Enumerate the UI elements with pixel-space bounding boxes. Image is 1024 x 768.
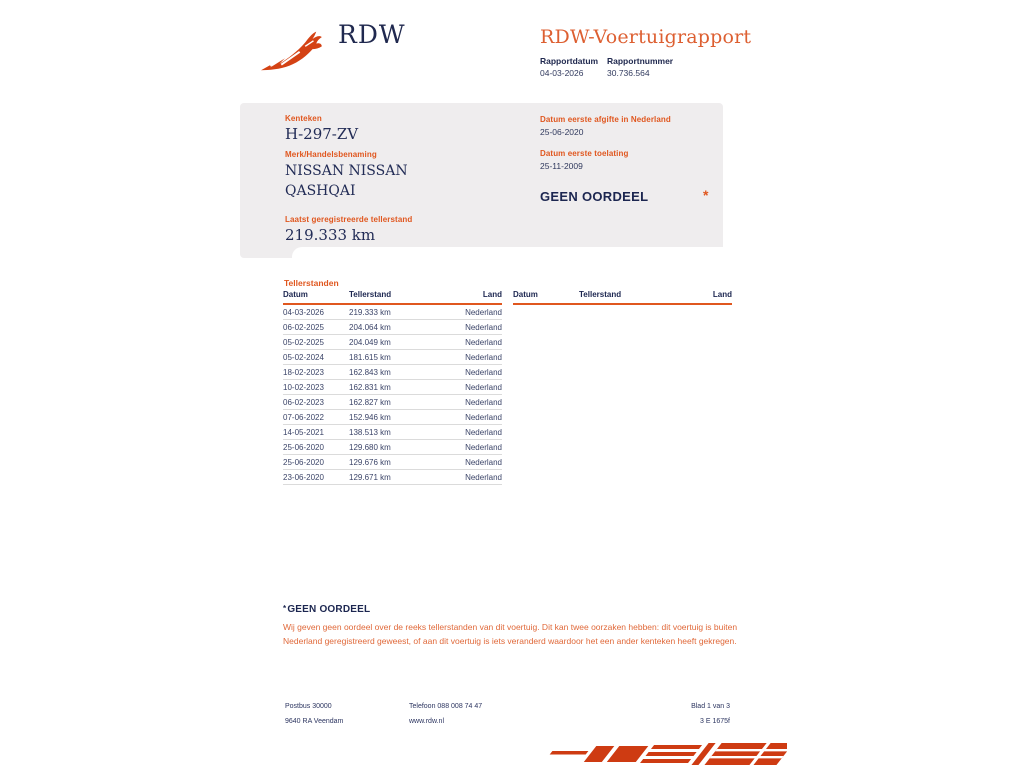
cell-date: 04-03-2026 xyxy=(283,307,324,317)
toelating-value: 25-11-2009 xyxy=(540,161,583,171)
table-row xyxy=(283,380,502,395)
table-row xyxy=(283,440,502,455)
cell-value: 162.831 km xyxy=(349,382,391,392)
tellerstanden-section-title: Tellerstanden xyxy=(284,278,339,288)
cell-value: 129.680 km xyxy=(349,442,391,452)
cell-value: 138.513 km xyxy=(349,427,391,437)
oordeel-status: GEEN OORDEEL xyxy=(540,189,649,204)
tellerstanden-table-left xyxy=(283,290,502,485)
footer-phone: Telefoon 088 008 74 47 xyxy=(409,703,483,710)
cell-value: 181.615 km xyxy=(349,352,391,362)
table-row xyxy=(283,410,502,425)
afgifte-value: 25-06-2020 xyxy=(540,127,584,137)
tellerstanden-table-right xyxy=(513,290,732,305)
cell-date: 23-06-2020 xyxy=(283,472,324,482)
tellerstand-value: 219.333 km xyxy=(285,226,376,244)
table-row xyxy=(283,470,502,485)
geen-oordeel-footnote xyxy=(283,604,739,648)
footnote-text: Wij geven geen oordeel over de reeks tellerstanden van dit voertuig. Dit kan twee oorzaken hebben: dit voertuig is buiten Nederland geregistreerd geweest, of aan dit voertuig is iets veranderd waardoor het een ander kenteken heeft gekregen. xyxy=(283,622,738,646)
cell-date: 05-02-2025 xyxy=(283,337,324,347)
footer-address-line2: 9640 RA Veendam xyxy=(285,718,344,725)
col-header-datum: Datum xyxy=(283,290,308,299)
cell-country: Nederland xyxy=(465,307,502,317)
cell-value: 152.946 km xyxy=(349,412,391,422)
cell-country: Nederland xyxy=(465,427,502,437)
cell-date: 10-02-2023 xyxy=(283,382,324,392)
footer-page-number: Blad 1 van 3 xyxy=(691,703,730,710)
vehicle-summary-box xyxy=(240,103,723,258)
table-row xyxy=(283,320,502,335)
cell-value: 162.827 km xyxy=(349,397,391,407)
summary-box-notch xyxy=(292,247,723,258)
cell-country: Nederland xyxy=(465,352,502,362)
table-header xyxy=(283,290,502,305)
table-body xyxy=(283,305,502,485)
footer-address-line1: Postbus 30000 xyxy=(285,703,332,710)
report-date-label: Rapportdatum xyxy=(540,56,599,66)
cell-date: 18-02-2023 xyxy=(283,367,324,377)
cell-country: Nederland xyxy=(465,457,502,467)
cell-value: 219.333 km xyxy=(349,307,391,317)
cell-date: 25-06-2020 xyxy=(283,442,324,452)
rdw-eagle-icon xyxy=(257,27,335,73)
cell-date: 07-06-2022 xyxy=(283,412,324,422)
asterisk-marker: * xyxy=(703,187,709,203)
report-number-value: 30.736.564 xyxy=(607,68,650,78)
table-row xyxy=(283,395,502,410)
cell-date: 06-02-2023 xyxy=(283,397,324,407)
cell-value: 129.676 km xyxy=(349,457,391,467)
cell-country: Nederland xyxy=(465,397,502,407)
table-row xyxy=(283,425,502,440)
cell-date: 06-02-2025 xyxy=(283,322,324,332)
table-row xyxy=(283,305,502,320)
tellerstand-label: Laatst geregistreerde tellerstand xyxy=(285,215,413,224)
cell-country: Nederland xyxy=(465,322,502,332)
page-title: RDW-Voertuigrapport xyxy=(540,26,752,48)
col-header-datum: Datum xyxy=(513,290,538,299)
table-row xyxy=(283,350,502,365)
report-date-value: 04-03-2026 xyxy=(540,68,584,78)
cell-date: 05-02-2024 xyxy=(283,352,324,362)
cell-country: Nederland xyxy=(465,442,502,452)
cell-date: 25-06-2020 xyxy=(283,457,324,467)
footer-website: www.rdw.nl xyxy=(409,718,445,725)
cell-value: 129.671 km xyxy=(349,472,391,482)
cell-date: 14-05-2021 xyxy=(283,427,324,437)
col-header-land: Land xyxy=(482,290,502,299)
rdw-logo-text: RDW xyxy=(338,20,406,49)
cell-country: Nederland xyxy=(465,382,502,392)
cell-value: 204.064 km xyxy=(349,322,391,332)
kenteken-value: H-297-ZV xyxy=(285,125,359,143)
col-header-tellerstand: Tellerstand xyxy=(349,290,392,299)
footer-form-code: 3 E 1675f xyxy=(700,718,730,725)
cell-country: Nederland xyxy=(465,367,502,377)
cell-value: 204.049 km xyxy=(349,337,391,347)
cell-country: Nederland xyxy=(465,412,502,422)
table-header xyxy=(513,290,732,305)
table-row xyxy=(283,365,502,380)
table-row xyxy=(283,335,502,350)
footnote-title: *GEEN OORDEEL xyxy=(283,604,371,615)
merk-label: Merk/Handelsbenaming xyxy=(285,150,377,159)
col-header-tellerstand: Tellerstand xyxy=(579,290,622,299)
afgifte-label: Datum eerste afgifte in Nederland xyxy=(540,115,671,124)
cell-country: Nederland xyxy=(465,337,502,347)
table-row xyxy=(283,455,502,470)
kenteken-label: Kenteken xyxy=(285,114,322,123)
col-header-land: Land xyxy=(712,290,732,299)
cell-country: Nederland xyxy=(465,472,502,482)
merk-value: NISSAN NISSAN QASHQAI xyxy=(285,163,408,199)
cell-value: 162.843 km xyxy=(349,367,391,377)
rdw-stripes-graphic xyxy=(543,740,787,768)
report-number-label: Rapportnummer xyxy=(607,56,674,66)
asterisk-marker: * xyxy=(283,604,287,613)
toelating-label: Datum eerste toelating xyxy=(540,149,629,158)
